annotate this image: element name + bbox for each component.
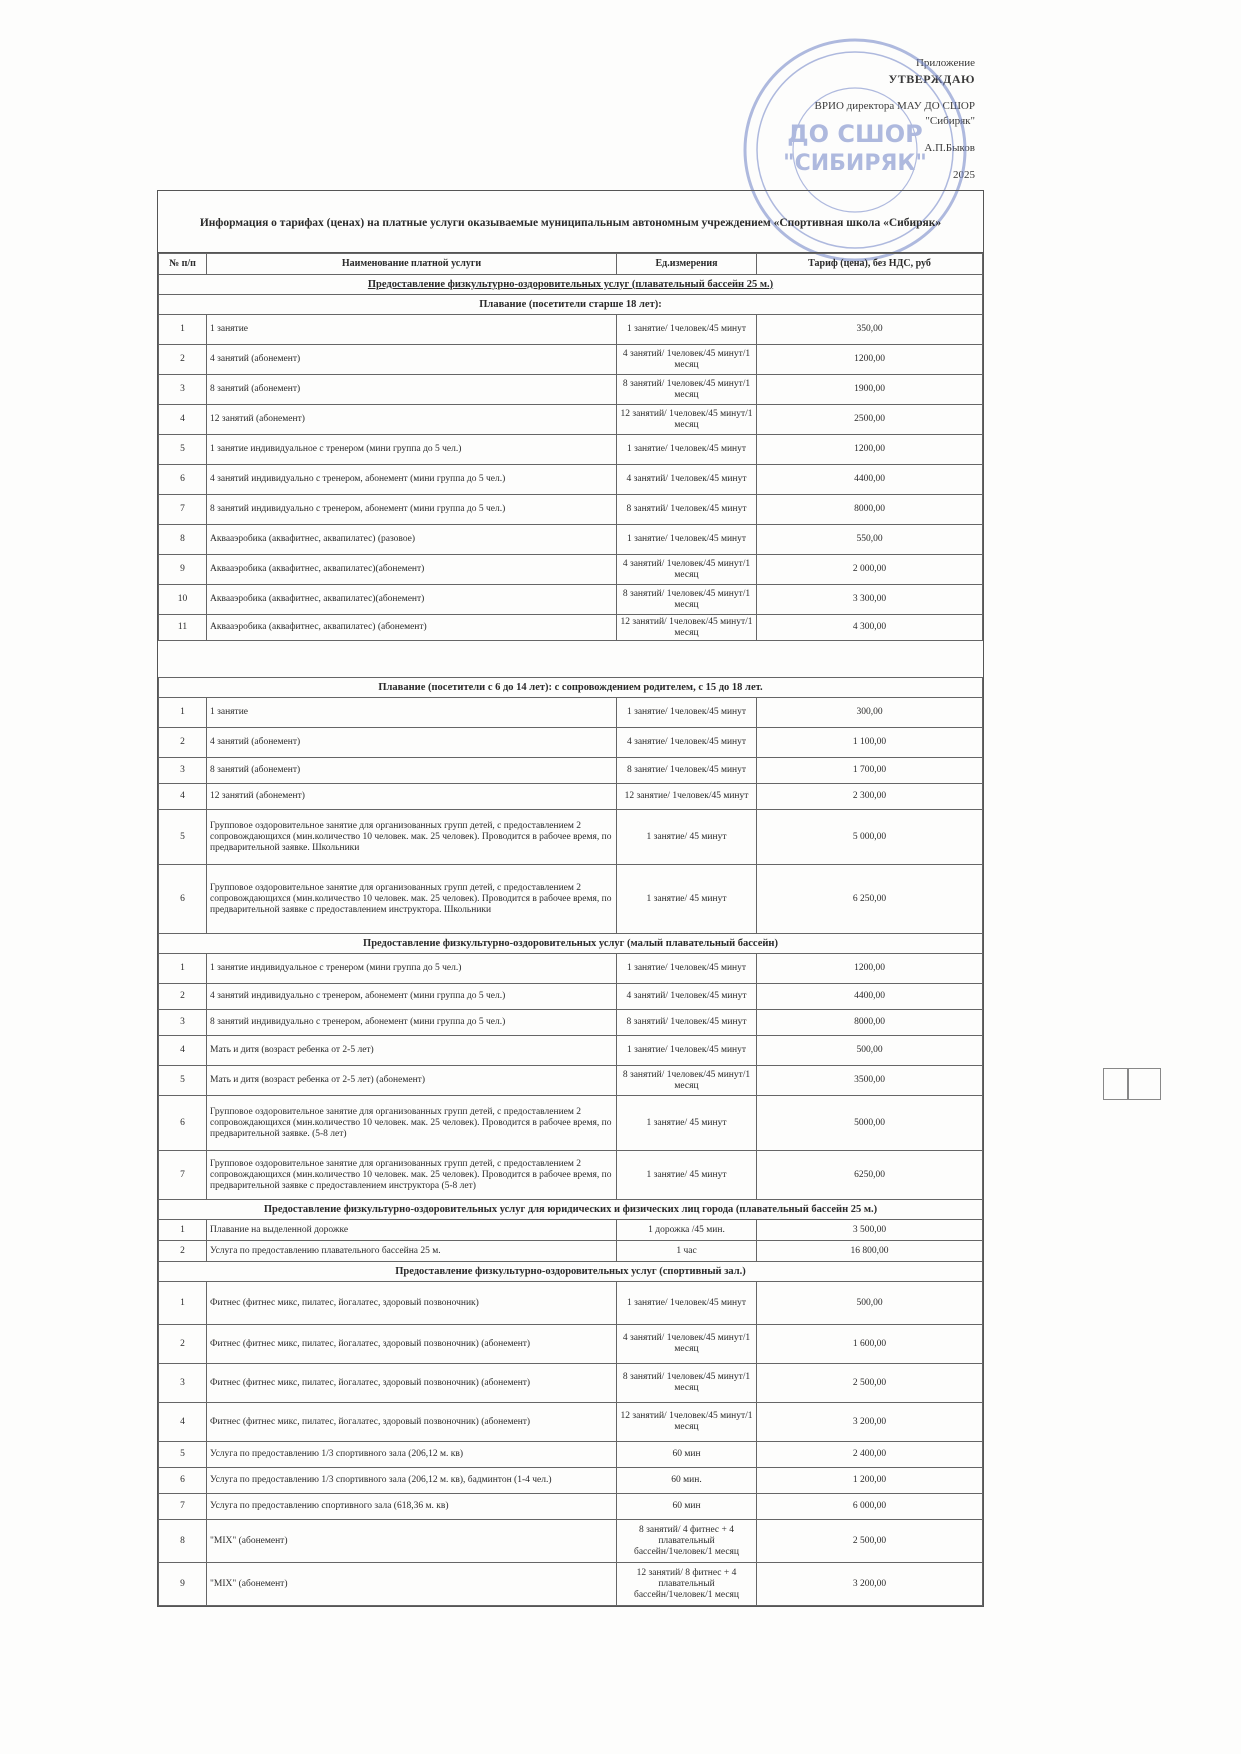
service-price: 2 400,00 (757, 1442, 983, 1468)
service-price: 1 200,00 (757, 1468, 983, 1494)
section-title-pool-25: Предоставление физкультурно-оздоровительных услуг (плавательный бассейн 25 м.) (159, 275, 983, 295)
service-unit: 1 занятие/ 1человек/45 минут (617, 954, 757, 984)
service-name: Услуга по предоставлению 1/3 спортивного зала (206,12 м. кв) (207, 1442, 617, 1468)
service-name: 12 занятий (абонемент) (207, 405, 617, 435)
service-name: 12 занятий (абонемент) (207, 784, 617, 810)
table-row (159, 984, 983, 1010)
table-row (159, 784, 983, 810)
tariff-sheet (157, 190, 984, 1607)
table-row (159, 1096, 983, 1151)
service-name: 1 занятие (207, 698, 617, 728)
row-number: 3 (159, 1364, 207, 1403)
table-header-row (159, 254, 983, 275)
service-name: 4 занятий (абонемент) (207, 345, 617, 375)
service-unit: 8 занятие/ 1человек/45 минут (617, 758, 757, 784)
service-name: 8 занятий индивидуально с тренером, абонемент (мини группа до 5 чел.) (207, 1010, 617, 1036)
subsection-adults: Плавание (посетители старше 18 лет): (159, 295, 983, 315)
service-name: Аквааэробика (аквафитнес, аквапилатес)(абонемент) (207, 585, 617, 615)
service-unit: 60 мин (617, 1442, 757, 1468)
service-name: Фитнес (фитнес микс, пилатес, йогалатес, здоровый позвоночник) (абонемент) (207, 1325, 617, 1364)
row-number: 7 (159, 1494, 207, 1520)
table-row (159, 525, 983, 555)
service-unit: 60 мин (617, 1494, 757, 1520)
row-number: 4 (159, 405, 207, 435)
section-title-small-pool: Предоставление физкультурно-оздоровительных услуг (малый плавательный бассейн) (159, 934, 983, 954)
row-number: 3 (159, 1010, 207, 1036)
service-name: Фитнес (фитнес микс, пилатес, йогалатес, здоровый позвоночник) (207, 1282, 617, 1325)
service-unit: 12 занятий/ 1человек/45 минут/1 месяц (617, 1403, 757, 1442)
service-name: 4 занятий индивидуально с тренером, абонемент (мини группа до 5 чел.) (207, 984, 617, 1010)
table-row (159, 1241, 983, 1262)
service-unit: 60 мин. (617, 1468, 757, 1494)
row-number: 2 (159, 1241, 207, 1262)
service-price: 1 100,00 (757, 728, 983, 758)
service-name: Аквааэробика (аквафитнес, аквапилатес)(абонемент) (207, 555, 617, 585)
service-unit: 1 дорожка /45 мин. (617, 1220, 757, 1241)
service-name: Фитнес (фитнес микс, пилатес, йогалатес, здоровый позвоночник) (абонемент) (207, 1364, 617, 1403)
service-unit: 1 занятие/ 1человек/45 минут (617, 1036, 757, 1066)
table-row (159, 1520, 983, 1563)
table-row (159, 435, 983, 465)
section-title-legal-entities: Предоставление физкультурно-оздоровительных услуг для юридических и физических лиц города (плавательный бассейн 25 м.) (159, 1200, 983, 1220)
service-name: Мать и дитя (возраст ребенка от 2-5 лет) (абонемент) (207, 1066, 617, 1096)
service-unit: 4 занятий/ 1человек/45 минут (617, 465, 757, 495)
table-row (159, 555, 983, 585)
service-unit: 4 занятий/ 1человек/45 минут/1 месяц (617, 1325, 757, 1364)
service-price: 1200,00 (757, 345, 983, 375)
service-price: 5000,00 (757, 1096, 983, 1151)
service-price: 2 300,00 (757, 784, 983, 810)
row-number: 3 (159, 375, 207, 405)
row-number: 8 (159, 525, 207, 555)
service-name: 4 занятий индивидуально с тренером, абонемент (мини группа до 5 чел.) (207, 465, 617, 495)
row-number: 8 (159, 1520, 207, 1563)
service-price: 1 600,00 (757, 1325, 983, 1364)
row-number: 10 (159, 585, 207, 615)
table-row (159, 1563, 983, 1606)
service-unit: 1 занятие/ 45 минут (617, 865, 757, 934)
service-unit: 1 занятие/ 1человек/45 минут (617, 698, 757, 728)
service-unit: 12 занятий/ 1человек/45 минут/1 месяц (617, 615, 757, 641)
approval-position: ВРИО директора МАУ ДО СШОР "Сибиряк" (814, 100, 975, 127)
table-gap-cell (159, 641, 983, 678)
service-price: 1200,00 (757, 954, 983, 984)
service-price: 2500,00 (757, 405, 983, 435)
service-unit: 1 час (617, 1241, 757, 1262)
table-gap (159, 641, 983, 678)
service-name: 8 занятий (абонемент) (207, 375, 617, 405)
service-unit: 1 занятие/ 45 минут (617, 1096, 757, 1151)
table-row (159, 1036, 983, 1066)
service-price: 350,00 (757, 315, 983, 345)
service-price: 6 250,00 (757, 865, 983, 934)
tariff-table (158, 253, 983, 1606)
row-number: 2 (159, 345, 207, 375)
row-number: 11 (159, 615, 207, 641)
service-price: 500,00 (757, 1036, 983, 1066)
table-row (159, 1442, 983, 1468)
subsection-children-row (159, 678, 983, 698)
service-price: 300,00 (757, 698, 983, 728)
service-unit: 8 занятий/ 4 фитнес + 4 плавательный бассейн/1человек/1 месяц (617, 1520, 757, 1563)
service-price: 550,00 (757, 525, 983, 555)
service-price: 3 200,00 (757, 1563, 983, 1606)
service-name: Услуга по предоставлению спортивного зала (618,36 м. кв) (207, 1494, 617, 1520)
table-row (159, 495, 983, 525)
row-number: 3 (159, 758, 207, 784)
row-number: 1 (159, 1220, 207, 1241)
section-title-gym-row (159, 1262, 983, 1282)
table-row (159, 758, 983, 784)
header-price: Тариф (цена), без НДС, руб (757, 254, 983, 275)
service-price: 500,00 (757, 1282, 983, 1325)
table-row (159, 465, 983, 495)
section-title-pool-25-row (159, 275, 983, 295)
service-unit: 8 занятий/ 1человек/45 минут (617, 495, 757, 525)
service-price: 8000,00 (757, 495, 983, 525)
service-unit: 8 занятий/ 1человек/45 минут/1 месяц (617, 585, 757, 615)
service-name: Аквааэробика (аквафитнес, аквапилатес) (абонемент) (207, 615, 617, 641)
table-row (159, 1403, 983, 1442)
service-name: Фитнес (фитнес микс, пилатес, йогалатес, здоровый позвоночник) (абонемент) (207, 1403, 617, 1442)
row-number: 7 (159, 495, 207, 525)
service-name: 1 занятие индивидуальное с тренером (мини группа до 5 чел.) (207, 435, 617, 465)
approval-title: УТВЕРЖДАЮ (888, 71, 975, 86)
approval-year: 2025 (953, 168, 975, 181)
row-number: 1 (159, 1282, 207, 1325)
row-number: 6 (159, 1096, 207, 1151)
table-row (159, 1066, 983, 1096)
row-number: 2 (159, 984, 207, 1010)
row-number: 6 (159, 865, 207, 934)
service-price: 2 500,00 (757, 1364, 983, 1403)
row-number: 2 (159, 1325, 207, 1364)
service-name: Групповое оздоровительное занятие для организованных групп детей, с предоставлением 2 сопровождающихся (мин.количество 10 человек. мак. 25 человек). Проводится в рабочее время, по предварительной заявке с предоставлением инструктора. Школьники (207, 865, 617, 934)
service-price: 2 000,00 (757, 555, 983, 585)
table-row (159, 1010, 983, 1036)
table-row (159, 1364, 983, 1403)
service-name: "MIX" (абонемент) (207, 1563, 617, 1606)
table-row (159, 698, 983, 728)
service-price: 3 300,00 (757, 585, 983, 615)
row-number: 9 (159, 1563, 207, 1606)
margin-box (1127, 1068, 1161, 1100)
service-unit: 1 занятие/ 45 минут (617, 1151, 757, 1200)
table-row (159, 585, 983, 615)
header-number: № п/п (159, 254, 207, 275)
service-unit: 4 занятий/ 1человек/45 минут/1 месяц (617, 555, 757, 585)
header-service: Наименование платной услуги (207, 254, 617, 275)
row-number: 1 (159, 954, 207, 984)
margin-box (1103, 1068, 1129, 1100)
service-unit: 12 занятий/ 1человек/45 минут/1 месяц (617, 405, 757, 435)
table-row (159, 1468, 983, 1494)
table-row (159, 375, 983, 405)
row-number: 4 (159, 1036, 207, 1066)
table-row (159, 810, 983, 865)
document-title: Информация о тарифах (ценах) на платные услуги оказываемые муниципальным автономным учреждением «Спортивная школа «Сибиряк» (158, 191, 983, 253)
service-unit: 4 занятий/ 1человек/45 минут (617, 984, 757, 1010)
service-price: 1200,00 (757, 435, 983, 465)
service-price: 6 000,00 (757, 1494, 983, 1520)
table-row (159, 865, 983, 934)
row-number: 4 (159, 784, 207, 810)
service-price: 6250,00 (757, 1151, 983, 1200)
service-name: Мать и дитя (возраст ребенка от 2-5 лет) (207, 1036, 617, 1066)
service-price: 5 000,00 (757, 810, 983, 865)
service-unit: 1 занятие/ 1человек/45 минут (617, 1282, 757, 1325)
service-name: 8 занятий индивидуально с тренером, абонемент (мини группа до 5 чел.) (207, 495, 617, 525)
service-name: Услуга по предоставлению 1/3 спортивного зала (206,12 м. кв), бадминтон (1-4 чел.) (207, 1468, 617, 1494)
section-title-small-pool-row (159, 934, 983, 954)
service-price: 2 500,00 (757, 1520, 983, 1563)
service-name: 1 занятие индивидуальное с тренером (мини группа до 5 чел.) (207, 954, 617, 984)
service-name: Групповое оздоровительное занятие для организованных групп детей, с предоставлением 2 сопровождающихся (мин.количество 10 человек. мак. 25 человек). Проводится в рабочее время, по предварительной заявке с предоставлением инструктора (5-8 лет) (207, 1151, 617, 1200)
service-name: Групповое оздоровительное занятие для организованных групп детей, с предоставлением 2 сопровождающихся (мин.количество 10 человек. мак. 25 человек). Проводится в рабочее время, по предварительной заявке. (5-8 лет) (207, 1096, 617, 1151)
service-unit: 12 занятие/ 1человек/45 минут (617, 784, 757, 810)
table-row (159, 728, 983, 758)
seal-name-text: "СИБИРЯК" (783, 151, 927, 176)
table-row (159, 615, 983, 641)
subsection-adults-row (159, 295, 983, 315)
row-number: 5 (159, 810, 207, 865)
row-number: 5 (159, 1442, 207, 1468)
service-name: "MIX" (абонемент) (207, 1520, 617, 1563)
service-unit: 4 занятие/ 1человек/45 минут (617, 728, 757, 758)
table-row (159, 405, 983, 435)
service-price: 3 500,00 (757, 1220, 983, 1241)
service-name: Плавание на выделенной дорожке (207, 1220, 617, 1241)
service-name: Аквааэробика (аквафитнес, аквапилатес) (разовое) (207, 525, 617, 555)
row-number: 2 (159, 728, 207, 758)
section-title-legal-entities-row (159, 1200, 983, 1220)
service-unit: 4 занятий/ 1человек/45 минут/1 месяц (617, 345, 757, 375)
service-price: 4400,00 (757, 465, 983, 495)
row-number: 9 (159, 555, 207, 585)
service-name: 1 занятие (207, 315, 617, 345)
row-number: 1 (159, 698, 207, 728)
service-name: 4 занятий (абонемент) (207, 728, 617, 758)
table-row (159, 954, 983, 984)
service-unit: 8 занятий/ 1человек/45 минут/1 месяц (617, 1066, 757, 1096)
service-unit: 8 занятий/ 1человек/45 минут (617, 1010, 757, 1036)
service-unit: 1 занятие/ 1человек/45 минут (617, 435, 757, 465)
approval-label: Приложение (915, 57, 975, 69)
service-unit: 8 занятий/ 1человек/45 минут/1 месяц (617, 375, 757, 405)
service-price: 3 200,00 (757, 1403, 983, 1442)
service-price: 1900,00 (757, 375, 983, 405)
service-name: 8 занятий (абонемент) (207, 758, 617, 784)
table-row (159, 1151, 983, 1200)
service-price: 3500,00 (757, 1066, 983, 1096)
table-row (159, 315, 983, 345)
service-name: Групповое оздоровительное занятие для организованных групп детей, с предоставлением 2 сопровождающихся (мин.количество 10 человек. мак. 25 человек). Проводится в рабочее время, по предварительной заявке. Школьники (207, 810, 617, 865)
approval-signer: А.П.Быков (924, 141, 975, 154)
service-unit: 8 занятий/ 1человек/45 минут/1 месяц (617, 1364, 757, 1403)
table-row (159, 1325, 983, 1364)
row-number: 6 (159, 465, 207, 495)
row-number: 5 (159, 1066, 207, 1096)
subsection-children: Плавание (посетители с 6 до 14 лет): с сопровождением родителем, с 15 до 18 лет. (159, 678, 983, 698)
service-unit: 1 занятие/ 1человек/45 минут (617, 525, 757, 555)
row-number: 1 (159, 315, 207, 345)
service-price: 8000,00 (757, 1010, 983, 1036)
service-unit: 1 занятие/ 45 минут (617, 810, 757, 865)
service-unit: 12 занятий/ 8 фитнес + 4 плавательный бассейн/1человек/1 месяц (617, 1563, 757, 1606)
table-row (159, 1494, 983, 1520)
table-row (159, 345, 983, 375)
header-unit: Ед.измерения (617, 254, 757, 275)
row-number: 4 (159, 1403, 207, 1442)
row-number: 5 (159, 435, 207, 465)
row-number: 7 (159, 1151, 207, 1200)
row-number: 6 (159, 1468, 207, 1494)
service-name: Услуга по предоставлению плавательного бассейна 25 м. (207, 1241, 617, 1262)
table-row (159, 1282, 983, 1325)
section-title-gym: Предоставление физкультурно-оздоровительных услуг (спортивный зал.) (159, 1262, 983, 1282)
service-price: 16 800,00 (757, 1241, 983, 1262)
seal-center-text: ДО СШОР (787, 120, 923, 148)
table-row (159, 1220, 983, 1241)
service-price: 4 300,00 (757, 615, 983, 641)
service-unit: 1 занятие/ 1человек/45 минут (617, 315, 757, 345)
service-price: 1 700,00 (757, 758, 983, 784)
service-price: 4400,00 (757, 984, 983, 1010)
